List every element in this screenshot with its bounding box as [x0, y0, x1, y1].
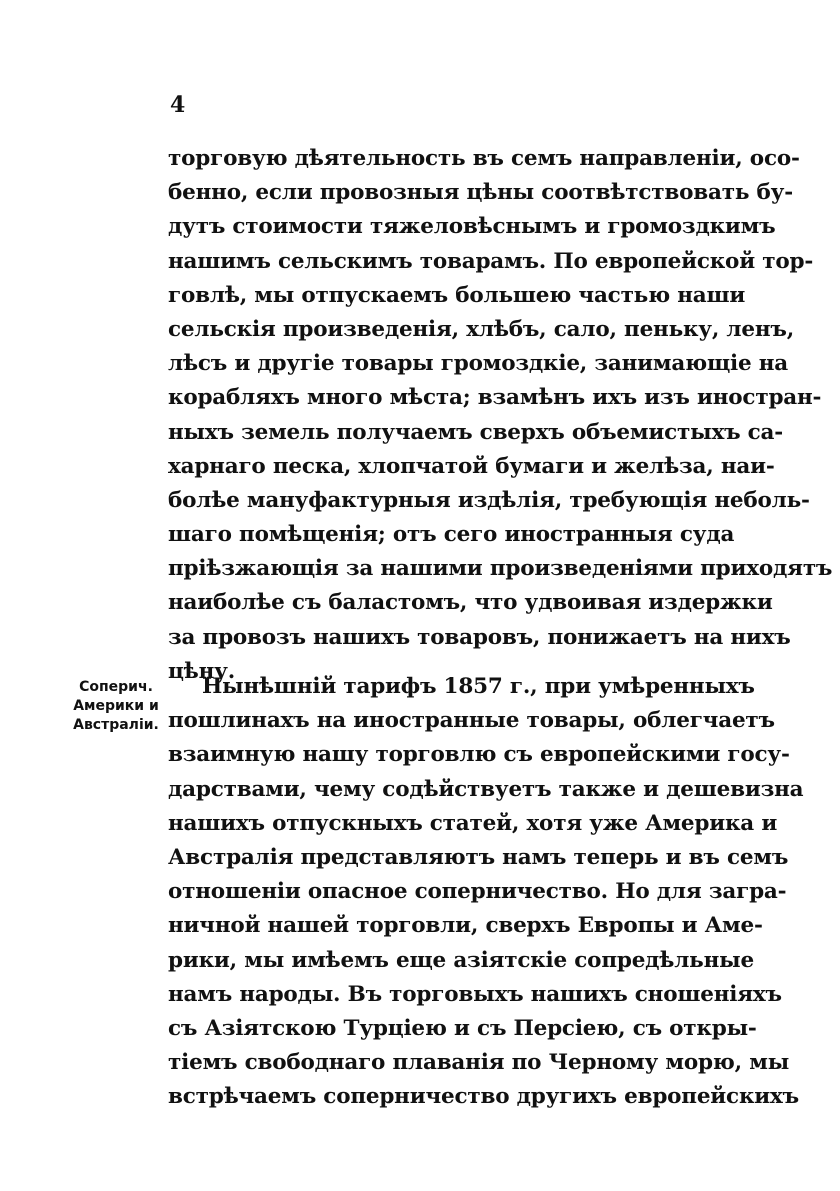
text-line: взаимную нашу торговлю съ европейскими госу-: [168, 742, 790, 768]
text-line: говлѣ, мы отпускаемъ большею частью наши: [168, 282, 746, 308]
text-line: харнаго песка, хлопчатой бумаги и желѣза, наи-: [168, 453, 775, 479]
text-line: наиболѣе съ баластомъ, что удвоивая издержки: [168, 590, 773, 616]
margin-note: [68, 678, 164, 735]
margin-note-line: Америки и: [73, 698, 159, 714]
text-line: прiѣзжающiя за нашими произведенiями приходятъ: [168, 556, 833, 582]
text-line: лѣсъ и другiе товары громоздкiе, занимающiе на: [168, 351, 789, 377]
text-line: корабляхъ много мѣста; взамѣнъ ихъ изъ иностран-: [168, 385, 822, 411]
text-line: бенно, если провозныя цѣны соотвѣтствовать бу-: [168, 180, 793, 206]
text-line: намъ народы. Въ торговыхъ нашихъ сношенiяхъ: [168, 981, 782, 1007]
text-line: Австралiя представляютъ намъ теперь и въ семъ: [168, 844, 789, 870]
text-line: Нынѣшнiй тарифъ 1857 г., при умѣренныхъ: [202, 674, 755, 699]
text-line: цѣну.: [168, 658, 235, 684]
text-line: пошлинахъ на иностранные товары, облегчаетъ: [168, 708, 775, 734]
text-line: ныхъ земель получаемъ сверхъ объемистыхъ са-: [168, 419, 783, 445]
text-line: нашихъ отпускныхъ статей, хотя уже Америка и: [168, 810, 778, 836]
text-line: за провозъ нашихъ товаровъ, понижаетъ на нихъ: [168, 624, 791, 650]
text-line: отношенiи опасное соперничество. Но для загра-: [168, 879, 787, 905]
paragraph-1: [168, 142, 833, 689]
text-line: шаго помѣщенiя; отъ сего иностранныя суда: [168, 522, 735, 548]
paragraph-2: [168, 670, 804, 1114]
text-line: болѣе мануфактурныя издѣлiя, требующiя неболь-: [168, 487, 810, 513]
text-line: ничной нашей торговли, сверхъ Европы и Аме-: [168, 913, 763, 939]
text-line: съ Азiятскою Турцiею и съ Персiею, съ откры-: [168, 1015, 757, 1041]
text-line: дарствами, чему содѣйствуетъ также и дешевизна: [168, 776, 804, 802]
text-line: нашимъ сельскимъ товарамъ. По европейской тор-: [168, 248, 814, 274]
page-number: 4: [170, 92, 186, 118]
text-line: торговую дѣятельность въ семъ направленiи, осо-: [168, 146, 800, 171]
text-line: тiемъ свободнаго плаванiя по Черному морю, мы: [168, 1050, 790, 1076]
text-line: дутъ стоимости тяжеловѣснымъ и громоздкимъ: [168, 214, 776, 240]
margin-note-line: Соперич.: [79, 679, 153, 695]
text-line: сельскiя произведенiя, хлѣбъ, сало, пеньку, ленъ,: [168, 316, 794, 342]
text-line: рики, мы имѣемъ еще азiятскiе сопредѣльные: [168, 947, 754, 973]
text-line: встрѣчаемъ соперничество другихъ европейскихъ: [168, 1084, 799, 1110]
margin-note-line: Австралiи.: [73, 717, 159, 733]
